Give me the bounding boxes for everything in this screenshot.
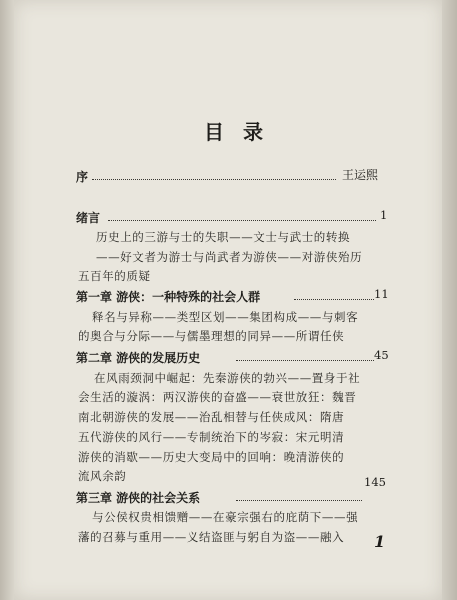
- chapter-2-line: 会生活的漩涡：两汉游侠的奋盛——衰世放狂：魏晋: [78, 390, 357, 404]
- chapter-3-line: 藩的召募与重用——义结盗匪与躬自为盗——融入: [78, 530, 345, 544]
- intro-label: 绪言: [76, 211, 101, 225]
- intro-line: 五百年的质疑: [78, 269, 151, 283]
- intro-page: 1: [380, 208, 388, 222]
- leader-dots: [236, 359, 374, 361]
- chapter-3-line: 与公侯权贵相馈赠——在豪宗强右的庇荫下——强: [92, 510, 359, 524]
- book-page: [14, 0, 442, 600]
- page-edge: [442, 0, 457, 600]
- chapter-3-page: 145: [364, 475, 386, 489]
- intro-line: 历史上的三游与士的失职——文士与武士的转换: [96, 230, 351, 244]
- chapter-2-line: 游侠的消歇——历史大变局中的回响：晚清游侠的: [78, 450, 345, 464]
- page-title: 目 录: [204, 120, 269, 144]
- intro-line: ——好文者为游士与尚武者为游侠——对游侠殆历: [96, 250, 363, 264]
- chapter-1-page: 11: [374, 287, 389, 301]
- page-number: 1: [374, 532, 386, 551]
- leader-dots: [236, 499, 362, 501]
- preface-label: 序: [76, 170, 89, 184]
- chapter-2-line: 流风余韵: [78, 469, 127, 483]
- leader-dots: [92, 178, 336, 180]
- chapter-2-page: 45: [374, 348, 389, 362]
- leader-dots: [108, 219, 376, 221]
- book-gutter: [0, 0, 14, 600]
- chapter-2-label: 第二章 游侠的发展历史: [76, 351, 201, 365]
- chapter-2-line: 南北朝游侠的发展——治乱相替与任侠成风：隋唐: [78, 410, 345, 424]
- chapter-2-line: 五代游侠的风行——专制统治下的岑寂：宋元明清: [78, 430, 345, 444]
- chapter-3-label: 第三章 游侠的社会关系: [76, 491, 201, 505]
- chapter-2-line: 在风雨颈洞中崛起：先秦游侠的勃兴——置身于社: [94, 371, 361, 385]
- chapter-1-line: 的奥合与分际——与儒墨理想的同异——所谓任侠: [78, 329, 345, 343]
- preface-author: 王运熙: [342, 168, 379, 182]
- chapter-1-label: 第一章 游侠：一种特殊的社会人群: [76, 290, 261, 304]
- leader-dots: [294, 298, 374, 300]
- chapter-1-line: 释名与异称——类型区划——集团构成——与刺客: [92, 310, 359, 324]
